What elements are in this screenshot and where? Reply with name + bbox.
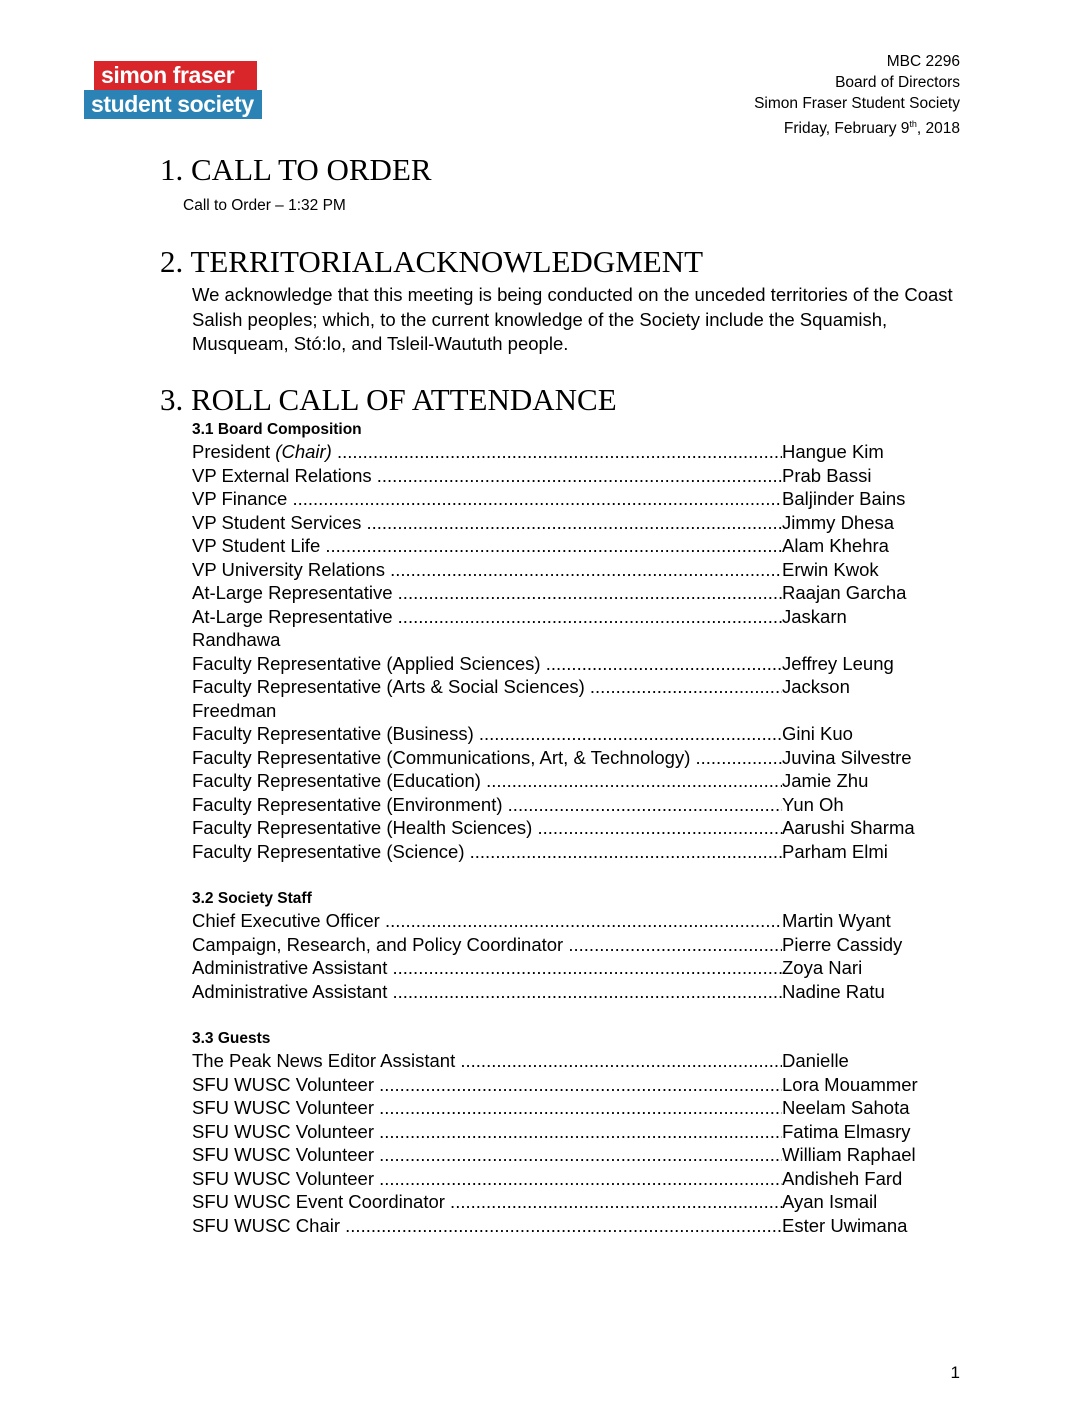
- doc-id: MBC 2296: [886, 53, 960, 70]
- member-name: Raajan Garcha: [782, 582, 907, 603]
- member-name: Andisheh Fard: [782, 1167, 903, 1189]
- role-label: SFU WUSC Volunteer .....: [192, 1167, 782, 1191]
- role-label: Chief Executive Officer .....: [192, 909, 782, 933]
- roster-row: [192, 1190, 962, 1214]
- role-label: VP Student Services .....: [192, 511, 782, 535]
- roster-row: [192, 840, 962, 864]
- logo-line-2: student society: [84, 90, 262, 119]
- member-name: William Raphael: [782, 1144, 916, 1165]
- member-name: Jeffrey Leung: [782, 652, 894, 674]
- board-composition-list: [192, 440, 962, 863]
- member-name: Erwin Kwok: [782, 558, 879, 580]
- guests-list: [192, 1049, 962, 1237]
- board-name: Board of Directors: [835, 74, 960, 91]
- org-name: Simon Fraser Student Society: [754, 95, 960, 112]
- member-name-continued: Randhawa: [192, 629, 281, 650]
- role-label: Faculty Representative (Arts & Social Sciences) .....: [192, 675, 782, 699]
- society-staff-heading: 3.2 Society Staff: [192, 890, 312, 907]
- member-name: Jaskarn: [782, 605, 847, 627]
- roster-row: [192, 1143, 962, 1167]
- role-label: VP Finance .....: [192, 487, 782, 511]
- role-label: Faculty Representative (Applied Sciences) .....: [192, 652, 782, 676]
- roster-row: [192, 1214, 962, 1238]
- roster-row: [192, 558, 962, 582]
- roster-row: [192, 1049, 962, 1073]
- role-label: VP University Relations .....: [192, 558, 782, 582]
- role-label: SFU WUSC Event Coordinator .....: [192, 1190, 782, 1214]
- member-name: Hangue Kim: [782, 441, 884, 462]
- meeting-date: Friday, February 9th, 2018: [783, 119, 960, 138]
- role-label: Faculty Representative (Communications, Art, & Technology) .....: [192, 746, 782, 770]
- roster-row: [192, 581, 962, 605]
- roster-row: [192, 464, 962, 488]
- member-name: Jamie Zhu: [782, 770, 869, 791]
- call-to-order-text: Call to Order – 1:32 PM: [183, 197, 346, 214]
- role-label: VP Student Life .....: [192, 534, 782, 558]
- territorial-acknowledgment-text: We acknowledge that this meeting is being conducted on the unceded territories of the Coast Salish peoples; which, to the current knowledge of the Society include the Squamish, Musqueam, Stó:lo, and Tsleil-Waututh people.: [192, 284, 953, 354]
- roster-row: [192, 769, 962, 793]
- role-label: Administrative Assistant .....: [192, 980, 782, 1004]
- roster-row: [192, 534, 962, 558]
- roster-row: [192, 487, 962, 511]
- member-name: Fatima Elmasry: [782, 1120, 911, 1142]
- role-label: President (Chair) .....: [192, 440, 782, 464]
- roster-row: [192, 652, 962, 676]
- role-label: Faculty Representative (Health Sciences) .....: [192, 816, 782, 840]
- guests-heading: 3.3 Guests: [192, 1030, 271, 1047]
- sfss-logo: [84, 61, 264, 119]
- member-name: Aarushi Sharma: [782, 817, 915, 838]
- society-staff-list: [192, 909, 962, 1003]
- member-name: Parham Elmi: [782, 840, 888, 862]
- roster-row: [192, 816, 962, 840]
- member-name: Zoya Nari: [782, 957, 863, 978]
- role-label: Administrative Assistant .....: [192, 956, 782, 980]
- roster-row: [192, 1073, 962, 1097]
- role-label: SFU WUSC Chair .....: [192, 1214, 782, 1238]
- member-name: Prab Bassi: [782, 464, 872, 486]
- section-title-call-to-order: 1. CALL TO ORDER: [160, 152, 432, 187]
- document-header: [754, 51, 960, 139]
- roster-row: [192, 746, 962, 770]
- roster-row: [192, 440, 962, 464]
- role-label: At-Large Representative .....: [192, 581, 782, 605]
- member-name: Yun Oh: [782, 793, 844, 815]
- member-name: Juvina Silvestre: [782, 746, 912, 768]
- member-name: Neelam Sahota: [782, 1097, 910, 1118]
- page-number: 1: [950, 1363, 960, 1382]
- roster-row: [192, 980, 962, 1004]
- member-name: Pierre Cassidy: [782, 933, 903, 955]
- member-name: Danielle: [782, 1050, 849, 1071]
- member-name: Martin Wyant: [782, 910, 891, 931]
- role-label: Faculty Representative (Science) .....: [192, 840, 782, 864]
- role-note: (Chair): [270, 441, 332, 462]
- section-title-roll-call: 3. ROLL CALL OF ATTENDANCE: [160, 382, 617, 417]
- member-name-continued: Freedman: [192, 699, 277, 721]
- roster-row: [192, 511, 962, 535]
- roster-row: [192, 722, 962, 746]
- roster-row: [192, 605, 962, 629]
- logo-line-1: simon fraser: [94, 61, 257, 90]
- section-title-territorial-acknowledgment: 2. TERRITORIALACKNOWLEDGMENT: [160, 244, 704, 279]
- roster-row: [192, 1096, 962, 1120]
- member-name: Alam Khehra: [782, 535, 889, 556]
- member-name: Baljinder Bains: [782, 488, 906, 509]
- role-label: SFU WUSC Volunteer .....: [192, 1096, 782, 1120]
- role-label: Faculty Representative (Business) .....: [192, 722, 782, 746]
- roster-row: [192, 933, 962, 957]
- roster-row: [192, 956, 962, 980]
- roster-row: [192, 909, 962, 933]
- member-name: Nadine Ratu: [782, 980, 885, 1002]
- role-label: SFU WUSC Volunteer .....: [192, 1143, 782, 1167]
- member-name: Jackson: [782, 676, 850, 697]
- role-label: Faculty Representative (Environment) .....: [192, 793, 782, 817]
- role-label: The Peak News Editor Assistant .....: [192, 1049, 782, 1073]
- roster-row: [192, 1120, 962, 1144]
- member-name: Ester Uwimana: [782, 1214, 908, 1236]
- role-label: At-Large Representative .....: [192, 605, 782, 629]
- member-name: Gini Kuo: [782, 723, 853, 744]
- role-label: Campaign, Research, and Policy Coordinator .....: [192, 933, 782, 957]
- roster-row: [192, 675, 962, 699]
- role-label: VP External Relations .....: [192, 464, 782, 488]
- role-label: SFU WUSC Volunteer .....: [192, 1120, 782, 1144]
- role-label: Faculty Representative (Education) .....: [192, 769, 782, 793]
- role-label: SFU WUSC Volunteer .....: [192, 1073, 782, 1097]
- board-composition-heading: 3.1 Board Composition: [192, 421, 362, 438]
- roster-row: [192, 1167, 962, 1191]
- member-name: Ayan Ismail: [782, 1191, 878, 1212]
- roster-row: [192, 793, 962, 817]
- member-name: Lora Mouammer: [782, 1073, 918, 1095]
- member-name: Jimmy Dhesa: [782, 511, 895, 533]
